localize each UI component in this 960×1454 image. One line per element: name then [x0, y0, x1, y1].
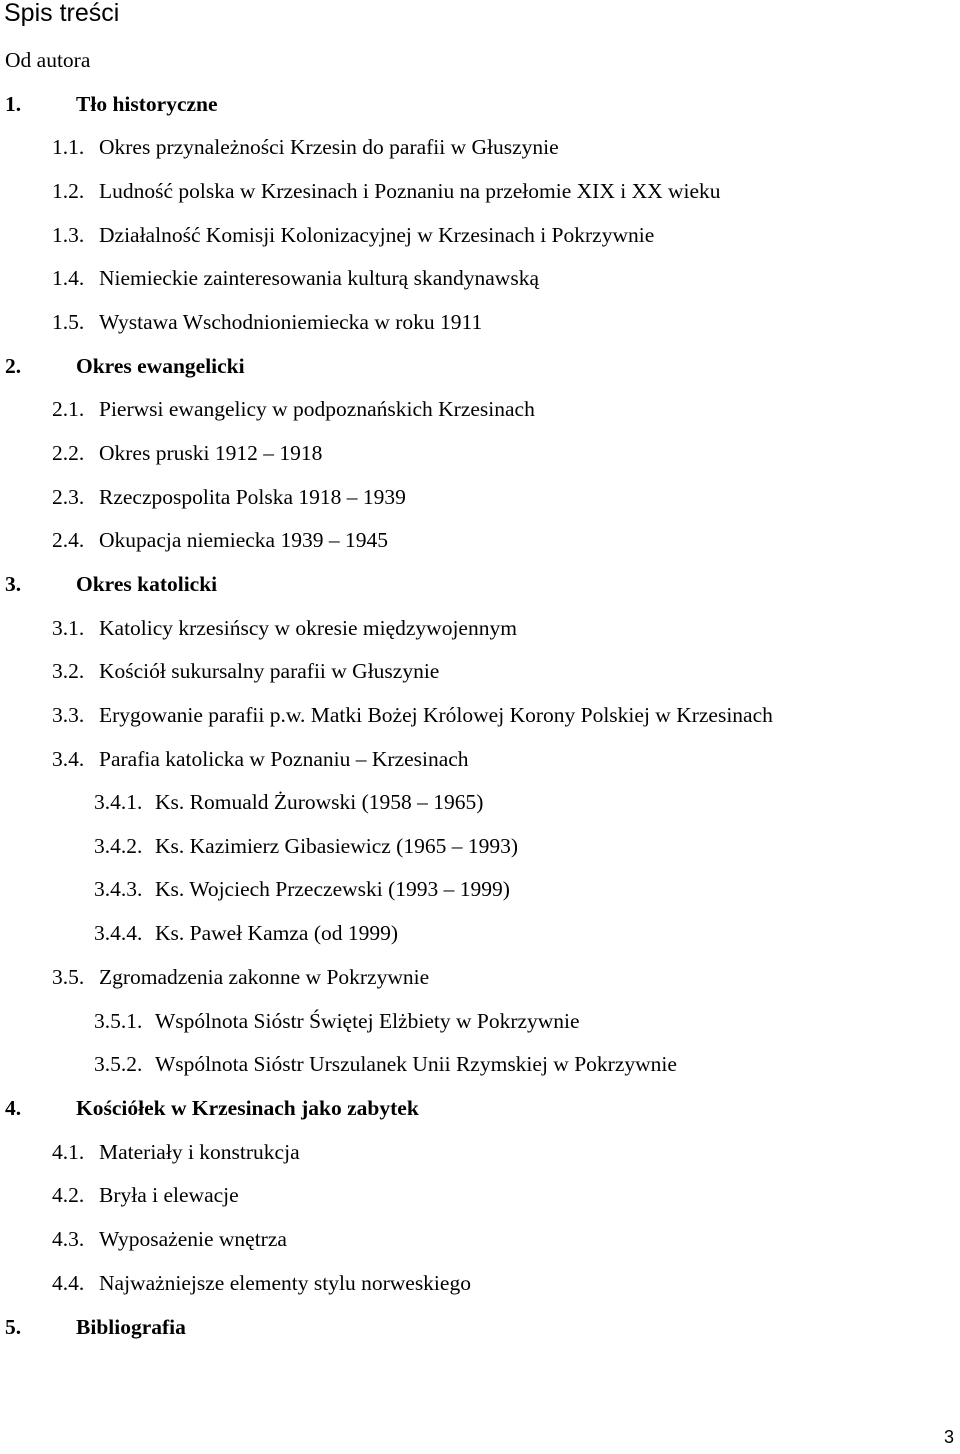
- toc-number: 1.: [5, 92, 22, 116]
- toc-text: Ks. Kazimierz Gibasiewicz (1965 – 1993): [155, 834, 519, 858]
- toc-chapter-5: [5, 1315, 186, 1339]
- toc-number: 3.4.1.: [94, 790, 143, 814]
- toc-number: 2.1.: [52, 397, 85, 421]
- toc-text: Wspólnota Sióstr Świętej Elżbiety w Pokrzywnie: [155, 1009, 580, 1033]
- toc-text: Katolicy krzesińscy w okresie międzywojennym: [99, 616, 517, 640]
- toc-number: 4.: [5, 1096, 22, 1120]
- toc-text: Wspólnota Sióstr Urszulanek Unii Rzymskiej w Pokrzywnie: [155, 1052, 677, 1076]
- toc-number: 2.: [5, 354, 22, 378]
- toc-section-2-3: [52, 485, 406, 509]
- toc-section-2-2: [52, 441, 322, 465]
- toc-section-2-4: [52, 528, 388, 552]
- toc-section-4-1: [52, 1140, 300, 1164]
- toc-text: Okres pruski 1912 – 1918: [99, 441, 323, 465]
- toc-subsection-3-4-3: [94, 877, 510, 901]
- toc-chapter-3: [5, 572, 217, 596]
- toc-section-1-5: [52, 310, 482, 334]
- toc-section-1-3: [52, 223, 654, 247]
- toc-number: 4.3.: [52, 1227, 85, 1251]
- toc-number: 3.5.: [52, 965, 85, 989]
- toc-text: Kościółek w Krzesinach jako zabytek: [76, 1096, 419, 1120]
- toc-text: Okres przynależności Krzesin do parafii w Głuszynie: [99, 135, 559, 159]
- toc-number: 2.4.: [52, 528, 85, 552]
- toc-section-3-5: [52, 965, 429, 989]
- toc-subsection-3-4-4: [94, 921, 398, 945]
- toc-chapter-4: [5, 1096, 419, 1120]
- toc-text: Wystawa Wschodnioniemiecka w roku 1911: [99, 310, 483, 334]
- toc-number: 3.3.: [52, 703, 85, 727]
- toc-number: 3.5.2.: [94, 1052, 143, 1076]
- toc-number: 3.: [5, 572, 22, 596]
- toc-text: Erygowanie parafii p.w. Matki Bożej Królowej Korony Polskiej w Krzesinach: [99, 703, 773, 727]
- toc-number: 3.4.4.: [94, 921, 143, 945]
- toc-text: Ks. Romuald Żurowski (1958 – 1965): [155, 790, 484, 814]
- toc-section-1-4: [52, 266, 539, 290]
- toc-section-1-1: [52, 135, 559, 159]
- toc-section-3-2: [52, 659, 439, 683]
- toc-number: 3.4.2.: [94, 834, 143, 858]
- toc-number: 1.5.: [52, 310, 85, 334]
- toc-text: Działalność Komisji Kolonizacyjnej w Krzesinach i Pokrzywnie: [99, 223, 655, 247]
- toc-number: 4.1.: [52, 1140, 85, 1164]
- page-title: Spis treści: [4, 0, 120, 27]
- toc-number: 3.4.: [52, 747, 85, 771]
- toc-text: Ludność polska w Krzesinach i Poznaniu na przełomie XIX i XX wieku: [99, 179, 721, 203]
- toc-number: 2.2.: [52, 441, 85, 465]
- toc-number: 4.4.: [52, 1271, 85, 1295]
- toc-text: Najważniejsze elementy stylu norweskiego: [99, 1271, 471, 1295]
- toc-number: 1.1.: [52, 135, 85, 159]
- toc-number: 1.4.: [52, 266, 85, 290]
- toc-text: Ks. Wojciech Przeczewski (1993 – 1999): [155, 877, 510, 901]
- toc-number: 1.3.: [52, 223, 85, 247]
- toc-number: 2.3.: [52, 485, 85, 509]
- toc-text: Wyposażenie wnętrza: [99, 1227, 287, 1251]
- toc-number: 1.2.: [52, 179, 85, 203]
- toc-text: Kościół sukursalny parafii w Głuszynie: [99, 659, 440, 683]
- toc-number: 5.: [5, 1315, 22, 1339]
- toc-section-3-4: [52, 747, 469, 771]
- toc-section-2-1: [52, 397, 535, 421]
- toc-text: Okres katolicki: [76, 572, 218, 596]
- toc-text: Okres ewangelicki: [76, 354, 245, 378]
- toc-preface: Od autora: [5, 48, 91, 72]
- toc-text: Bibliografia: [76, 1315, 186, 1339]
- toc-text: Zgromadzenia zakonne w Pokrzywnie: [99, 965, 430, 989]
- toc-subsection-3-4-2: [94, 834, 518, 858]
- toc-number: 3.2.: [52, 659, 85, 683]
- toc-subsection-3-5-2: [94, 1052, 677, 1076]
- toc-text: Ks. Paweł Kamza (od 1999): [155, 921, 399, 945]
- toc-text: Bryła i elewacje: [99, 1183, 239, 1207]
- toc-section-4-3: [52, 1227, 287, 1251]
- toc-number: 4.2.: [52, 1183, 85, 1207]
- toc-number: 3.1.: [52, 616, 85, 640]
- page-number: 3: [944, 1427, 955, 1447]
- toc-section-4-2: [52, 1183, 239, 1207]
- toc-section-3-3: [52, 703, 773, 727]
- toc-text: Materiały i konstrukcja: [99, 1140, 300, 1164]
- toc-subsection-3-4-1: [94, 790, 483, 814]
- toc-number: 3.5.1.: [94, 1009, 143, 1033]
- toc-section-4-4: [52, 1271, 471, 1295]
- toc-text: Pierwsi ewangelicy w podpoznańskich Krzesinach: [99, 397, 535, 421]
- toc-text: Niemieckie zainteresowania kulturą skandynawską: [99, 266, 539, 290]
- toc-chapter-2: [5, 354, 245, 378]
- toc-number: 3.4.3.: [94, 877, 143, 901]
- toc-text: Parafia katolicka w Poznaniu – Krzesinach: [99, 747, 469, 771]
- toc-section-1-2: [52, 179, 721, 203]
- toc-chapter-1: [5, 92, 218, 116]
- toc-text: Okupacja niemiecka 1939 – 1945: [99, 528, 388, 552]
- toc-text: Tło historyczne: [76, 92, 218, 116]
- toc-section-3-1: [52, 616, 517, 640]
- toc-text: Rzeczpospolita Polska 1918 – 1939: [99, 485, 406, 509]
- toc-subsection-3-5-1: [94, 1009, 580, 1033]
